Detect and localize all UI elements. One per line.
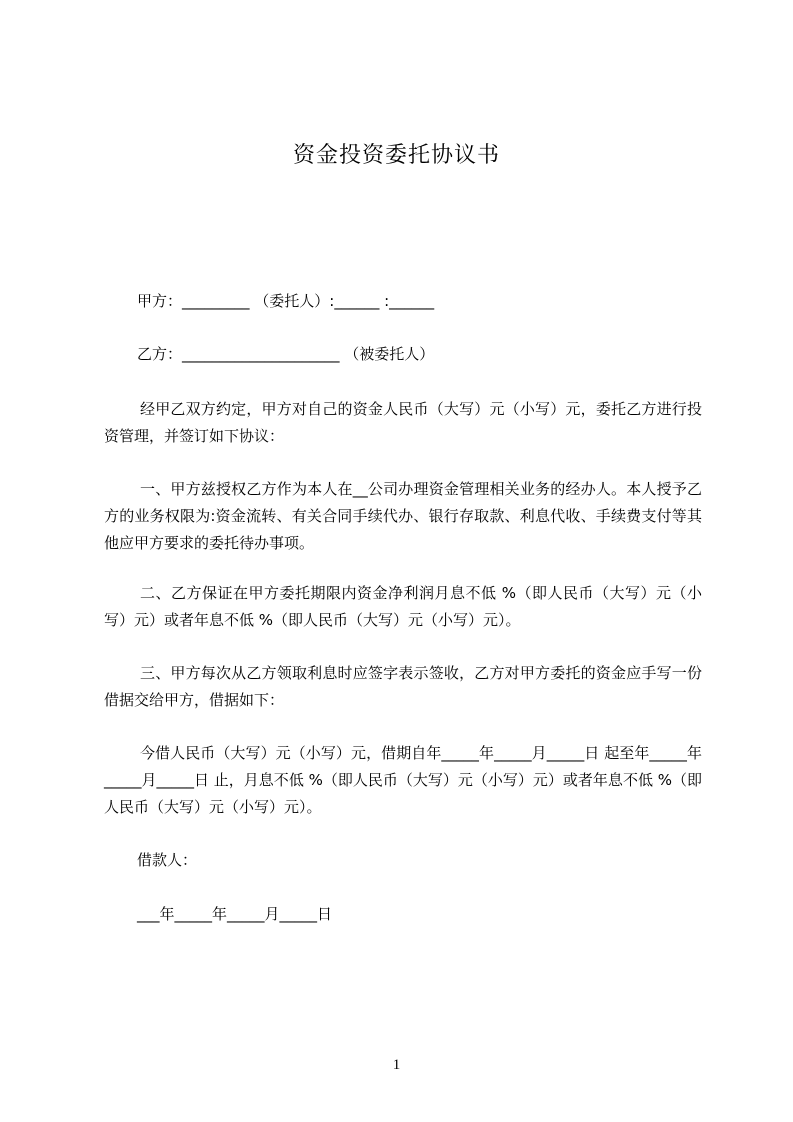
date-line: ___年_____年_____月_____日 [137, 905, 333, 923]
clause-2-paragraph: 二、乙方保证在甲方委托期限内资金净利润月息不低 %（即人民币（大写）元（小写）元）或者年息不低 %（即人民币（大写）元（小写）元）。 [104, 584, 702, 629]
page-number: 1 [392, 1057, 401, 1073]
document-title: 资金投资委托协议书 [292, 143, 500, 168]
iou-paragraph: 今借人民币（大写）元（小写）元，借期自年_____年_____月_____日 起至年_____年_____月_____日 止，月息不低 %（即人民币（大写）元（小写）元）或者年息不低 %（即人民币（大写）元（小写）元）。 [104, 744, 702, 816]
party-a-line: 甲方：_________ （委托人）:______ :______ [137, 292, 435, 310]
intro-paragraph: 经甲乙双方约定，甲方对自己的资金人民币（大写）元（小写）元，委托乙方进行投资管理，并签订如下协议： [104, 400, 702, 445]
clause-1-paragraph: 一、甲方兹授权乙方作为本人在__公司办理资金管理相关业务的经办人。本人授予乙方的业务权限为:资金流转、有关合同手续代办、银行存取款、利息代收、手续费支付等其他应甲方要求的委托待办事项。 [104, 480, 702, 552]
clause-3-paragraph: 三、甲方每次从乙方领取利息时应签字表示签收，乙方对甲方委托的资金应手写一份借据交给甲方，借据如下： [104, 664, 702, 709]
borrower-label: 借款人： [137, 851, 198, 869]
party-b-line: 乙方：_____________________ （被委托人） [137, 345, 435, 363]
